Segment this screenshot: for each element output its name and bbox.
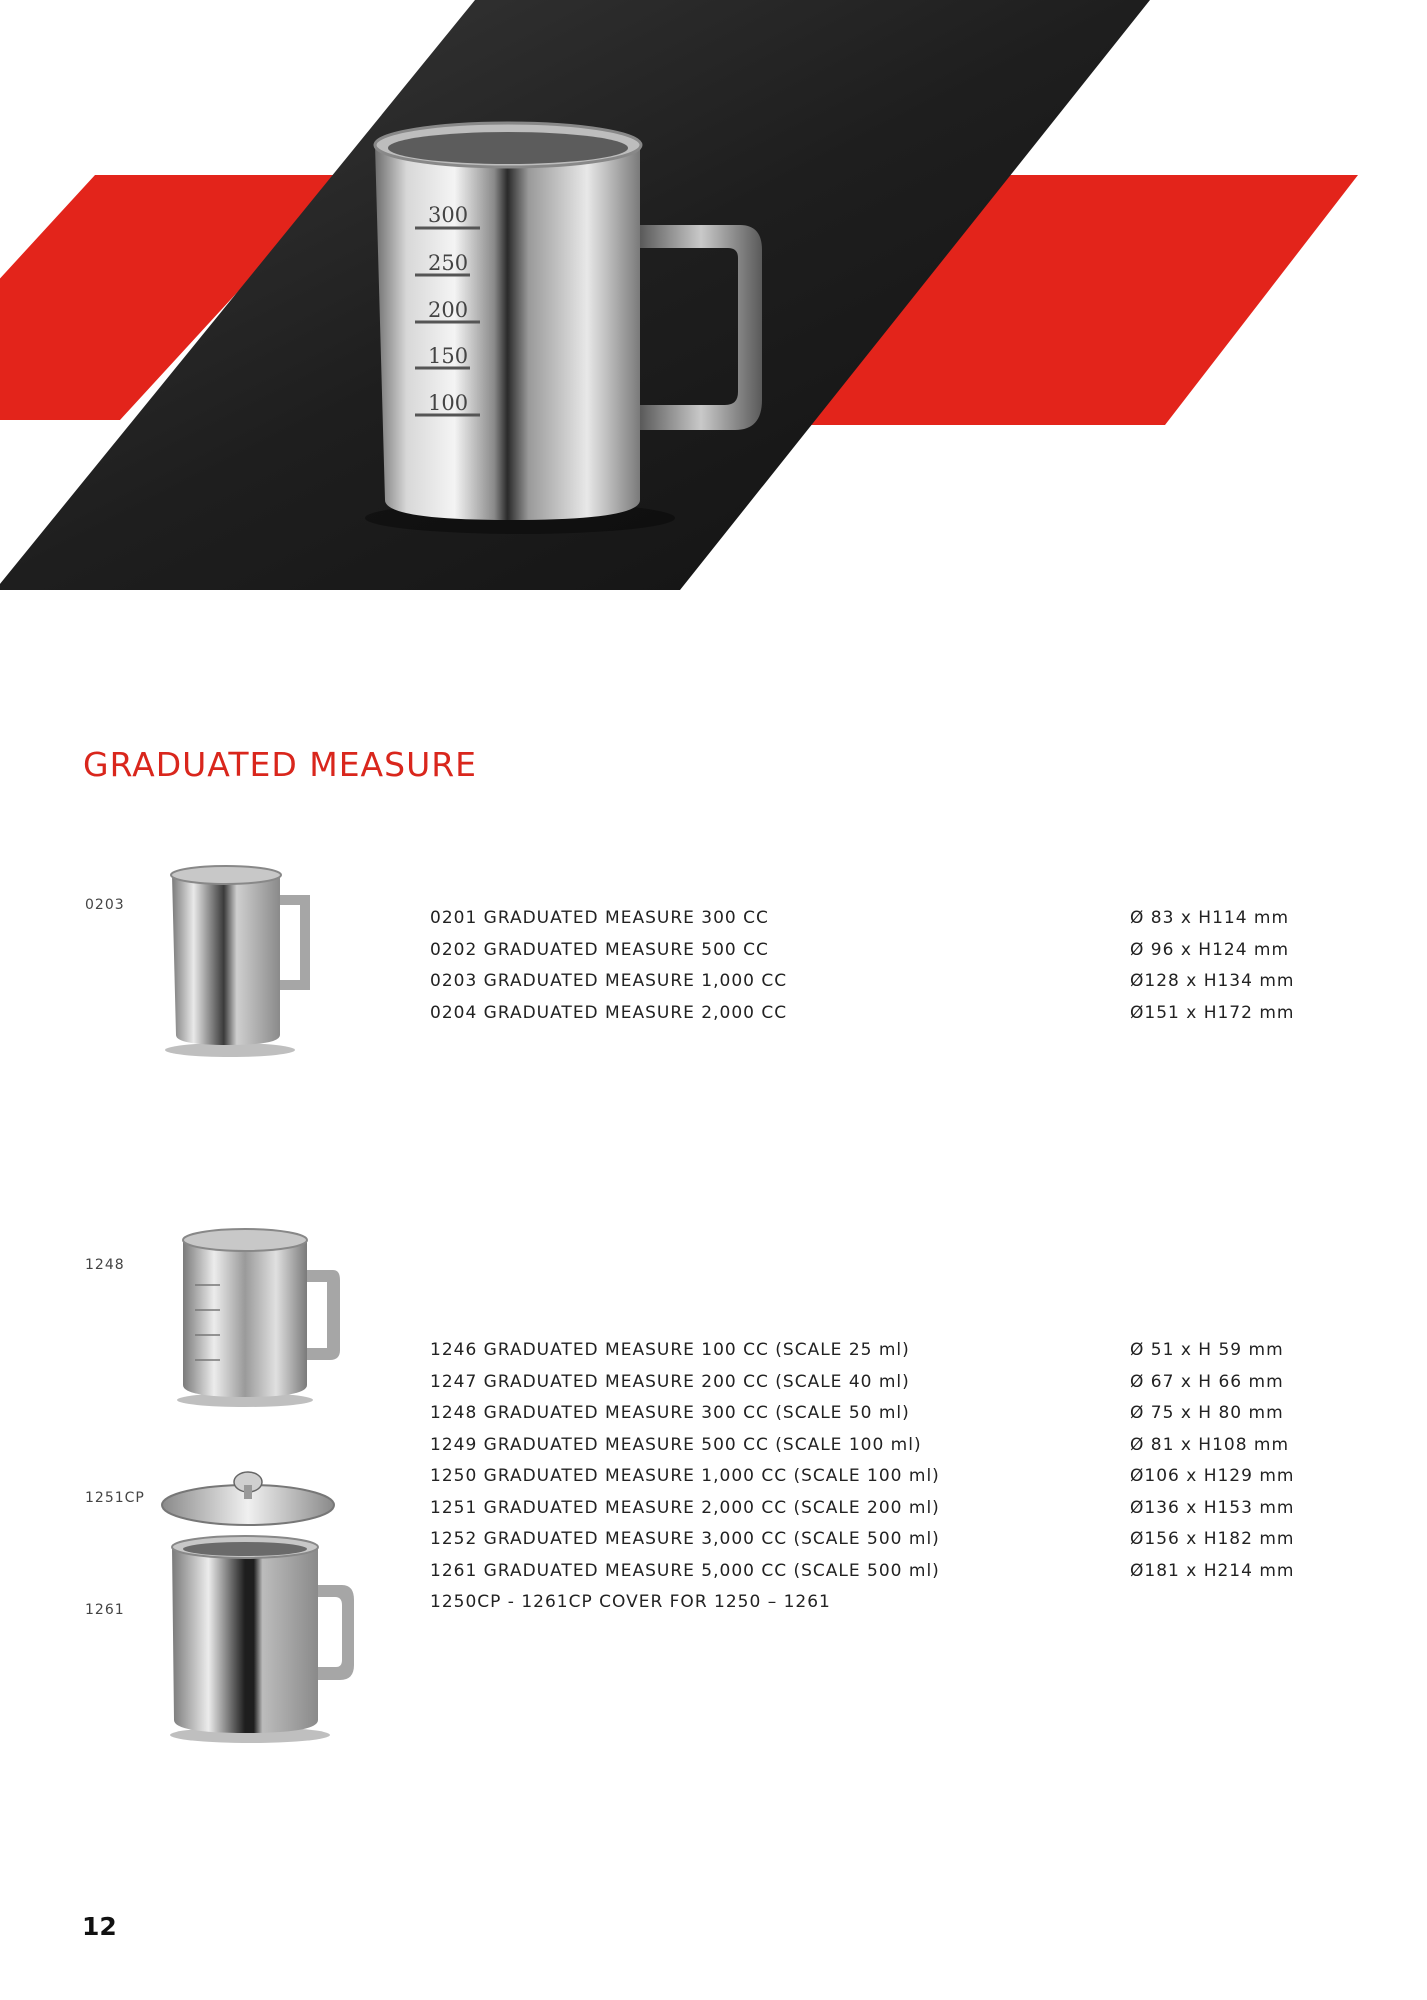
measure-0203-image — [150, 855, 325, 1060]
product-row — [430, 1493, 1350, 1525]
product-dimensions: Ø181 x H214 mm — [1130, 1560, 1295, 1581]
product-description: 0203 GRADUATED MEASURE 1,000 CC — [430, 971, 788, 991]
product-row — [430, 1430, 1350, 1462]
thumbnail-label-1248: 1248 — [85, 1257, 125, 1273]
product-dimensions: Ø106 x H129 mm — [1130, 1466, 1295, 1486]
thumbnail-label-0203: 0203 — [85, 897, 125, 913]
product-dimensions: Ø 67 x H 66 mm — [1130, 1371, 1284, 1392]
product-row — [430, 1524, 1350, 1556]
product-list-group-2 — [430, 1335, 1350, 1619]
product-description: 1246 GRADUATED MEASURE 100 CC (SCALE 25 ml) — [430, 1340, 910, 1360]
product-row — [430, 1461, 1350, 1493]
product-description: 1252 GRADUATED MEASURE 3,000 CC (SCALE 500 ml) — [430, 1529, 940, 1549]
product-row — [430, 935, 1350, 967]
product-dimensions: Ø156 x H182 mm — [1130, 1529, 1295, 1549]
product-dimensions: Ø128 x H134 mm — [1130, 971, 1295, 991]
measure-1248-image — [165, 1215, 345, 1410]
hero-scale-mark-4: 100 — [428, 391, 469, 415]
product-description: 0201 GRADUATED MEASURE 300 CC — [430, 908, 769, 928]
hero-banner — [0, 0, 1427, 600]
product-description: 0202 GRADUATED MEASURE 500 CC — [430, 939, 769, 960]
product-dimensions: Ø 83 x H114 mm — [1130, 908, 1290, 928]
hero-scale-mark-3: 150 — [428, 344, 469, 368]
product-dimensions: Ø136 x H153 mm — [1130, 1497, 1295, 1518]
product-description: 1248 GRADUATED MEASURE 300 CC (SCALE 50 ml) — [430, 1403, 910, 1423]
page-number: 12 — [82, 1912, 117, 1941]
product-dimensions: Ø 75 x H 80 mm — [1130, 1403, 1284, 1423]
product-description: 1249 GRADUATED MEASURE 500 CC (SCALE 100 ml) — [430, 1434, 922, 1455]
cover-description: 1250CP - 1261CP COVER FOR 1250 – 1261 — [430, 1592, 831, 1612]
product-list-group-1 — [430, 903, 1350, 1029]
product-description: 1247 GRADUATED MEASURE 200 CC (SCALE 40 ml) — [430, 1371, 910, 1392]
hero-scale-mark-2: 200 — [428, 298, 469, 322]
product-description: 0204 GRADUATED MEASURE 2,000 CC — [430, 1002, 788, 1023]
product-description: 1261 GRADUATED MEASURE 5,000 CC (SCALE 500 ml) — [430, 1560, 940, 1581]
product-row — [430, 1587, 1350, 1619]
thumbnail-label-1251cp: 1251CP — [85, 1490, 145, 1506]
product-row — [430, 998, 1350, 1030]
hero-scale-mark-1: 250 — [428, 251, 469, 275]
product-row — [430, 1398, 1350, 1430]
section-title: GRADUATED MEASURE — [83, 745, 478, 784]
product-dimensions: Ø151 x H172 mm — [1130, 1002, 1295, 1023]
product-row — [430, 903, 1350, 935]
cover-1251cp-image — [160, 1455, 340, 1535]
product-row — [430, 1335, 1350, 1367]
product-description: 1251 GRADUATED MEASURE 2,000 CC (SCALE 200 ml) — [430, 1497, 940, 1518]
thumbnail-label-1261: 1261 — [85, 1602, 125, 1618]
measure-1261-image — [160, 1535, 360, 1745]
product-dimensions: Ø 51 x H 59 mm — [1130, 1340, 1284, 1360]
product-row — [430, 966, 1350, 998]
product-dimensions: Ø 81 x H108 mm — [1130, 1434, 1290, 1455]
product-row — [430, 1556, 1350, 1588]
product-description: 1250 GRADUATED MEASURE 1,000 CC (SCALE 100 ml) — [430, 1466, 940, 1486]
hero-scale-mark-0: 300 — [428, 203, 469, 227]
product-row — [430, 1367, 1350, 1399]
product-dimensions: Ø 96 x H124 mm — [1130, 939, 1290, 960]
